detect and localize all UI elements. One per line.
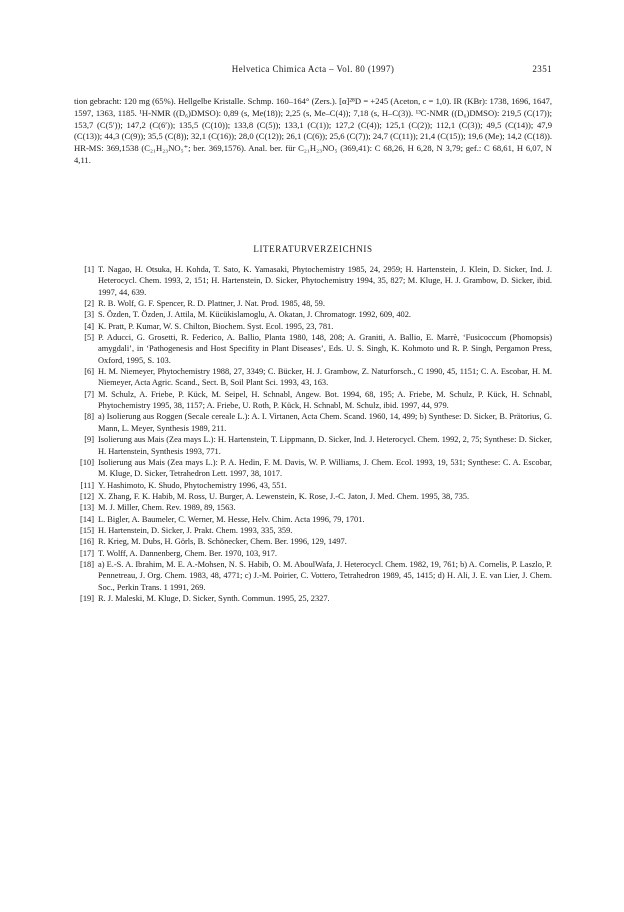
reference-text: R. J. Maleski, M. Kluge, D. Sicker, Synth. Commun. 1995, 25, 2327. <box>98 593 330 603</box>
reference-number: [4] <box>84 321 94 331</box>
reference-number: [17] <box>80 548 94 558</box>
reference-item <box>74 298 552 309</box>
reference-number: [7] <box>84 389 94 399</box>
experimental-text: tion gebracht: 120 mg (65%). Hellgelbe Kristalle. Schmp. 160–164° (Zers.). [α]²⁸D = +245 (Aceton, c = 1,0). IR (KBr): 1738, 1696, 1647, 1597, 1363, 1185. ¹H-NMR ((D₆)DMSO): 0,89 (s, Me(18)); 2,25 (s, Me–C(4)); 7,18 (s, H–C(3)). ¹³C-NMR ((D₆)DMSO): 219,5 (C(17)); 153,7 (C(5′)); 147,2 (C(6′)); 135,5 (C(10)); 133,8 (C(5)); 133,1 (C(1)); 127,2 (C(4)); 125,1 (C(2)); 112,1 (C(3)); 49,5 (C(14)); 47,9 (C(13)); 44,3 (C(9)); 35,5 (C(8)); 32,1 (C(16)); 28,0 (C(12)); 26,1 (C(6)); 25,6 (C(7)); 24,7 (C(11)); 21,4 (C(15)); 19,6 (Me); 14,2 (C(18)). HR-MS: 369,1538 (C₂₁H₂₃NO₅⁺; ber. 369,1576). Anal. ber. für C₂₁H₂₃NO₅ (369,41): C 68,26, H 6,28, N 3,79; gef.: C 68,61, H 6,07, N 4,11. <box>74 96 552 165</box>
reference-number: [14] <box>80 514 94 524</box>
reference-item <box>74 389 552 412</box>
reference-item <box>74 480 552 491</box>
reference-number: [3] <box>84 310 94 320</box>
reference-item <box>74 559 552 593</box>
reference-text: T. Wolff, A. Dannenberg, Chem. Ber. 1970, 103, 917. <box>98 548 277 558</box>
reference-item <box>74 411 552 434</box>
reference-item <box>74 309 552 320</box>
reference-item <box>74 264 552 298</box>
reference-item <box>74 321 552 332</box>
running-header <box>74 64 552 78</box>
reference-item <box>74 548 552 559</box>
reference-number: [12] <box>80 491 94 501</box>
reference-text: H. Hartenstein, D. Sicker, J. Prakt. Chem. 1993, 335, 359. <box>98 525 293 535</box>
reference-text: L. Bigler, A. Baumeler, C. Werner, M. Hesse, Helv. Chim. Acta 1996, 79, 1701. <box>98 514 365 524</box>
reference-text: Isolierung aus Mais (Zea mays L.): P. A. Hedin, F. M. Davis, W. P. Williams, J. Chem. Ecol. 1993, 19, 531; Synthese: C. A. Escobar, M. Kluge, D. Sicker, Tetrahedron Lett. 1997, 38, 1017. <box>98 457 552 479</box>
reference-number: [11] <box>80 480 94 490</box>
reference-item <box>74 491 552 502</box>
reference-text: T. Nagao, H. Otsuka, H. Kohda, T. Sato, K. Yamasaki, Phytochemistry 1985, 24, 2959; H. Hartenstein, J. Klein, D. Sicker, Ind. J. Heterocycl. Chem. 1993, 2, 151; H. Hartenstein, D. Sicker, Phytochemistry 1994, 35, 827; M. Kluge, H. J. Grambow, D. Sicker, ibid. 1997, 44, 639. <box>98 265 552 297</box>
reference-item <box>74 525 552 536</box>
reference-item <box>74 502 552 513</box>
reference-number: [15] <box>80 525 94 535</box>
reference-number: [13] <box>80 503 94 513</box>
reference-text: Isolierung aus Mais (Zea mays L.): H. Hartenstein, T. Lippmann, D. Sicker, Ind. J. Heterocycl. Chem. 1992, 2, 75; Synthese: D. Sicker, H. Hartenstein, Synthesis 1993, 771. <box>98 435 552 456</box>
reference-item <box>74 593 552 604</box>
reference-text: a) E.-S. A. Ibrahim, M. E. A.-Mohsen, N. S. Habib, O. M. AboulWafa, J. Heterocycl. Chem. 1982, 19, 761; b) A. Cornelis, P. Laszlo, P. Pennetreau, J. Org. Chem. 1983, 48, 4771; c) J.-M. Poirier, C. Vottero, Tetrahedron 1989, 45, 1415; d) H. Ali, J. E. van Lier, J. Chem. Soc., Perkin Trans. 1 1991, 269. <box>98 559 552 592</box>
references-heading: LITERATURVERZEICHNIS <box>253 244 373 254</box>
journal-title: Helvetica Chimica Acta – Vol. 80 (1997) <box>231 64 395 74</box>
reference-item <box>74 332 552 366</box>
reference-number: [19] <box>80 593 94 603</box>
reference-number: [1] <box>84 265 94 274</box>
reference-list <box>74 264 552 604</box>
reference-text: R. Krieg, M. Dubs, H. Görls, B. Schönecker, Chem. Ber. 1996, 129, 1497. <box>98 537 347 547</box>
reference-item <box>74 514 552 525</box>
reference-number: [6] <box>84 367 94 377</box>
reference-text: P. Aducci, G. Grosetti, R. Federico, A. Ballio, Planta 1980, 148, 208; A. Graniti, A. Ballio, E. Marrè, ‘Fusicoccum (Phomopsis) amygdali’, in ‘Pathogenesis and Host Specifity in Plant Diseases’, Eds. U. S. Singh, K. Kohmoto und R. P. Singh, Pergamon Press, Oxford, 1995, S. 103. <box>98 333 552 365</box>
experimental-paragraph <box>74 96 552 167</box>
reference-number: [2] <box>84 299 94 309</box>
reference-item <box>74 434 552 457</box>
reference-text: S. Özden, T. Özden, J. Attila, M. Kücükislamoglu, A. Okatan, J. Chromatogr. 1992, 609, 402. <box>98 310 412 320</box>
reference-text: a) Isolierung aus Roggen (Secale cereale L.): A. I. Virtanen, Acta Chem. Scand. 1960, 14, 499; b) Synthese: D. Sicker, B. Prätorius, G. Mann, L. Meyer, Synthesis 1989, 211. <box>98 412 552 433</box>
page-number: 2351 <box>532 64 552 74</box>
reference-number: [9] <box>84 435 94 445</box>
reference-text: X. Zhang, F. K. Habib, M. Ross, U. Burger, A. Lewenstein, K. Rose, J.-C. Jaton, J. Med. Chem. 1995, 38, 735. <box>98 491 470 501</box>
reference-text: Y. Hashimoto, K. Shudo, Phytochemistry 1996, 43, 551. <box>98 480 287 490</box>
reference-item <box>74 366 552 389</box>
reference-text: R. B. Wolf, G. F. Spencer, R. D. Plattner, J. Nat. Prod. 1985, 48, 59. <box>98 299 325 309</box>
reference-item <box>74 536 552 547</box>
reference-text: M. J. Miller, Chem. Rev. 1989, 89, 1563. <box>98 503 236 513</box>
reference-text: K. Pratt, P. Kumar, W. S. Chilton, Biochem. Syst. Ecol. 1995, 23, 781. <box>98 321 334 331</box>
reference-number: [18] <box>80 559 94 569</box>
reference-number: [5] <box>84 333 94 343</box>
reference-number: [16] <box>80 537 94 547</box>
reference-text: M. Schulz, A. Friebe, P. Kück, M. Seipel, H. Schnabl, Angew. Bot. 1994, 68, 195; A. Friebe, M. Schulz, P. Kück, H. Schnabl, Phytochemistry 1995, 38, 1157; A. Friebe, U. Roth, P. Kück, H. Schnabl, M. Schulz, ibid. 1997, 44, 979. <box>98 389 552 411</box>
reference-number: [10] <box>80 457 94 467</box>
reference-number: [8] <box>84 412 94 422</box>
reference-text: H. M. Niemeyer, Phytochemistry 1988, 27, 3349; C. Bücker, H. J. Grambow, Z. Naturforsch., C 1990, 45, 1151; C. A. Escobar, H. M. Niemeyer, Acta Agric. Scand., Sect. B, Soil Plant Sci. 1993, 43, 163. <box>98 367 552 388</box>
reference-item <box>74 457 552 480</box>
